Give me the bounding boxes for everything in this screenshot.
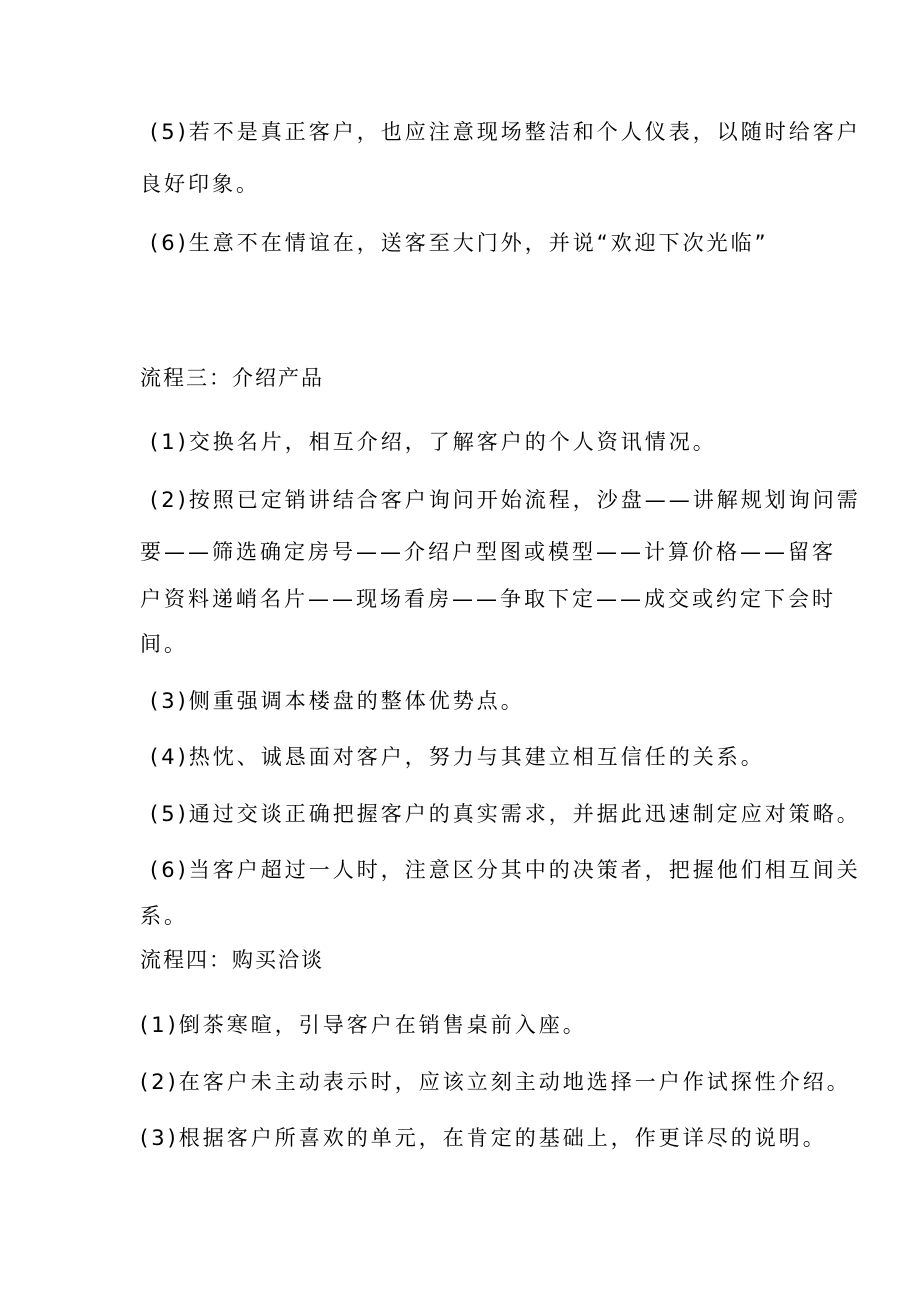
paragraph-line: (3)侧重强调本楼盘的整体优势点。 [150,689,525,713]
paragraph-line: 户资料递峭名片——现场看房——争取下定——成交或约定下会时 [140,587,836,611]
paragraph-line: (6)生意不在情谊在，送客至大门外，并说“欢迎下次光临” [150,231,769,255]
paragraph-line: (2)在客户未主动表示时，应该立刻主动地选择一户作试探性介绍。 [140,1070,851,1094]
paragraph-line: 间。 [140,632,188,656]
paragraph-line: 良好印象。 [140,172,260,196]
paragraph-line: 系。 [140,904,188,928]
paragraph-line: (6)当客户超过一人时，注意区分其中的决策者，把握他们相互间关 [150,858,861,882]
paragraph-line: (2)按照已定销讲结合客户询问开始流程，沙盘——讲解规划询问需 [150,488,861,512]
paragraph-line: 要——筛选确定房号——介绍户型图或模型——计算价格——留客 [140,540,836,564]
paragraph-line: (1)交换名片，相互介绍，了解客户的个人资讯情况。 [150,430,717,454]
paragraph-line: (5)若不是真正客户，也应注意现场整洁和个人仪表，以随时给客户 [150,120,861,144]
section-heading: 流程四：购买洽谈 [140,948,324,972]
paragraph-line: (4)热忱、诚恳面对客户，努力与其建立相互信任的关系。 [150,745,765,769]
section-heading: 流程三：介绍产品 [140,366,324,390]
paragraph-line: (1)倒茶寒暄，引导客户在销售桌前入座。 [140,1013,587,1037]
paragraph-line: (5)通过交谈正确把握客户的真实需求，并据此迅速制定应对策略。 [150,802,861,826]
paragraph-line: (3)根据客户所喜欢的单元，在肯定的基础上，作更详尽的说明。 [140,1126,827,1150]
